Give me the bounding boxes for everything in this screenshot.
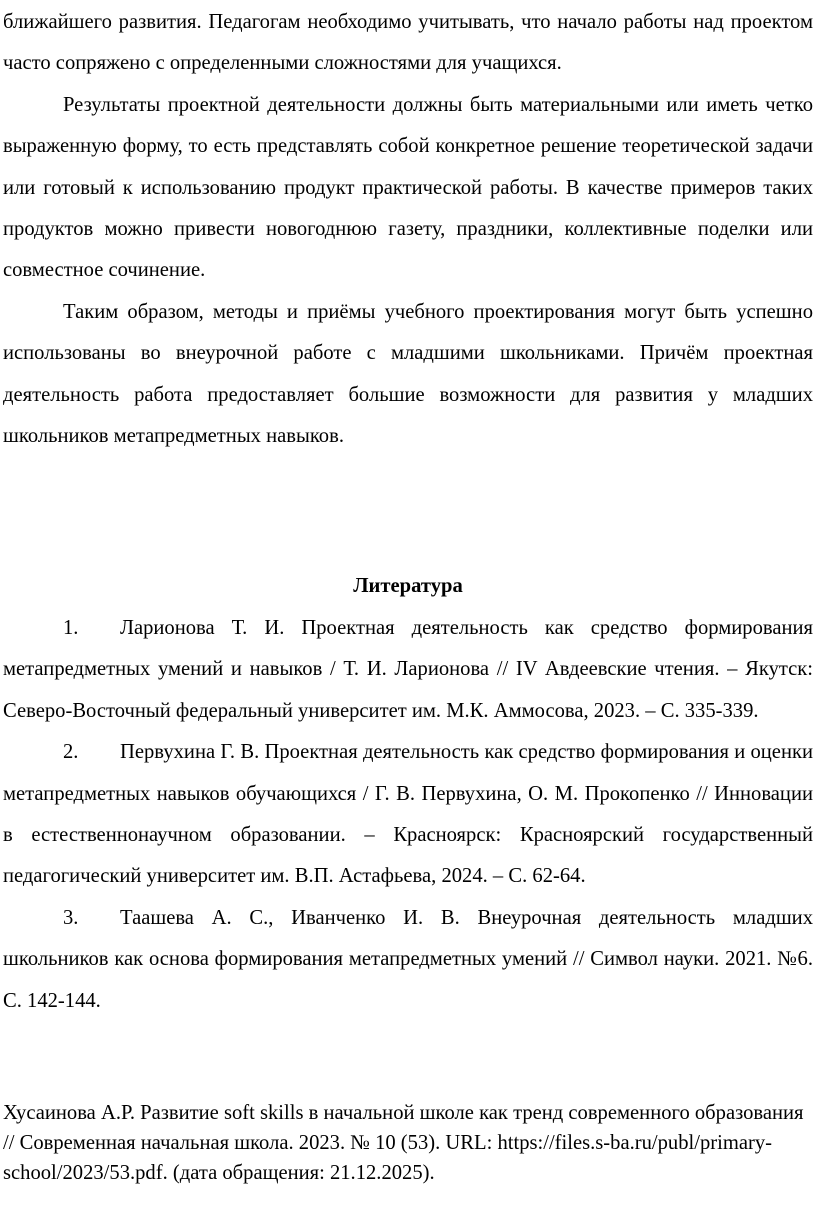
references-heading: Литература (353, 575, 463, 597)
reference-number: 3. (63, 906, 79, 929)
paragraph-results: Результаты проектной деятельности должны быть материальными или иметь четко выраженную форму, то есть представлять собой конкретное решение теоретической задачи или готовый к использованию продукт практической работы. В качестве примеров таких продуктов можно привести новогоднюю газету, праздники, коллективные поделки или совместное сочинение. (3, 93, 813, 282)
reference-text: Ларионова Т. И. Проектная деятельность как средство формирования метапредметных умений и навыков / Т. И. Ларионова // IV Авдеевские чтения. – Якутск: Северо-Восточный федеральный университет им. М.К. Аммосова, 2023. – С. 335-339. (3, 617, 813, 722)
reference-item-3 (3, 898, 813, 1022)
reference-item-2 (3, 732, 813, 898)
reference-text: Первухина Г. В. Проектная деятельность как средство формирования и оценки метапредметных навыков обучающихся / Г. В. Первухина, О. М. Прокопенко // Инновации в естественнонаучном образовании. – Красноярск: Красноярский государственный педагогический университет им. В.П. Астафьева, 2024. – С. 62-64. (3, 741, 813, 888)
reference-item-4: Хусаинова А.Р. Развитие soft skills в начальной школе как тренд современного образования // Современная начальная школа. 2023. № 10 (53). URL: https://files.s-ba.ru/publ/primary-school/2023/53.pdf. (дата обращения: 21.12.2025). (3, 1102, 804, 1184)
reference-item-1 (3, 608, 813, 732)
reference-number: 2. (63, 741, 79, 764)
paragraph-continuation: ближайшего развития. Педагогам необходимо учитывать, что начало работы над проектом часто сопряжено с определенными сложностями для учащихся. (3, 11, 813, 75)
reference-text: Таашева А. С., Иванченко И. В. Внеурочная деятельность младших школьников как основа формирования метапредметных умений // Символ науки. 2021. №6. С. 142-144. (3, 906, 813, 1012)
reference-number: 1. (63, 617, 79, 639)
paragraph-conclusion: Таким образом, методы и приёмы учебного проектирования могут быть успешно использованы во внеурочной работе с младшими школьниками. Причём проектная деятельность работа предоставляет большие возможности для развития у младших школьников метапредметных навыков. (3, 300, 813, 448)
references-list (3, 608, 813, 1022)
body-text (3, 2, 813, 457)
